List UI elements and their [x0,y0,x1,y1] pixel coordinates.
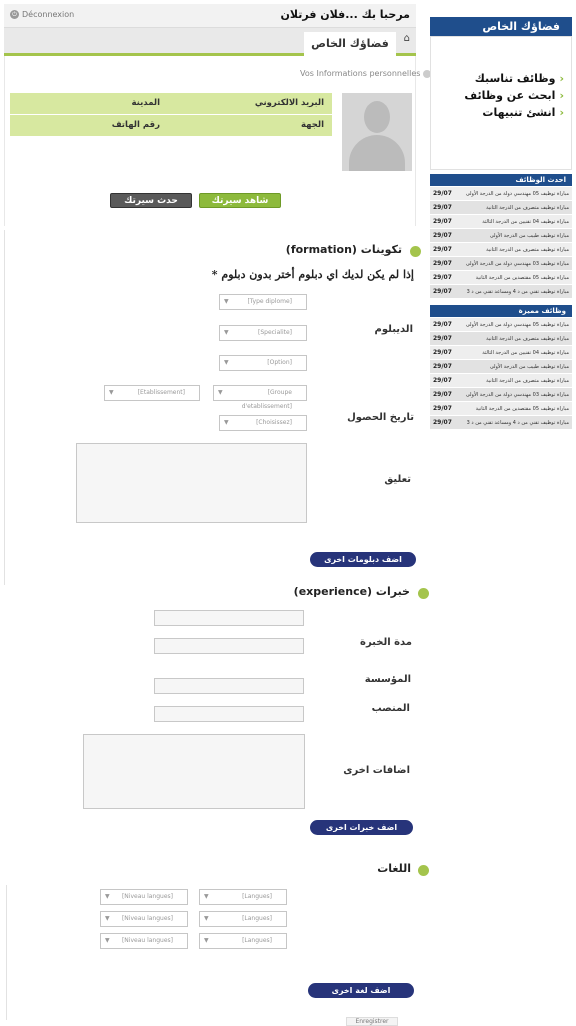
job-title: مباراة توظيف 04 تقنيين من الدرجة الثالثة [482,219,569,225]
form-border-line [6,885,7,1020]
email-label: البريد الالكتروني [254,98,324,108]
sidebar-link-search-jobs[interactable] [464,89,564,102]
chevron-down-icon: ▼ [105,893,110,900]
select-value: [Niveau langues] [121,893,173,900]
job-date: 29/07 [433,419,452,426]
job-title: مباراة توظيف 04 تقنيين من الدرجة الثالثة [482,350,569,356]
extra-label: اضافات اخرى [343,765,410,776]
company-input[interactable] [154,678,304,694]
info-row-1 [10,93,332,114]
language-select-2[interactable] [199,911,287,927]
job-list-item[interactable] [430,271,572,285]
job-date: 29/07 [433,391,452,398]
select-value: [Choisissez] [256,419,292,426]
option-select[interactable] [219,355,307,371]
date-select[interactable] [219,415,307,431]
job-title: مباراة توظيف 03 مهندسي دولة من الدرجة الأولى [465,392,569,398]
position-input[interactable] [154,706,304,722]
language-level-select-3[interactable] [100,933,188,949]
latest-jobs-list [430,187,572,299]
job-date: 29/07 [433,288,452,295]
job-list-item[interactable] [430,346,572,360]
phone-label: رقم الهاتف [111,120,160,130]
select-value: [Langues] [242,893,272,900]
job-list-item[interactable] [430,374,572,388]
job-list-item[interactable] [430,318,572,332]
language-level-select-2[interactable] [100,911,188,927]
region-label: الجهة [301,120,324,130]
select-value: [Langues] [242,937,272,944]
comment-label: تعليق [384,474,411,485]
job-title: مباراة توظيف 05 مقتصدين من الدرجة الثانية [475,406,569,412]
job-date: 29/07 [433,260,452,267]
job-date: 29/07 [433,246,452,253]
section-bullet-icon [418,588,429,599]
chevron-down-icon: ▼ [204,915,209,922]
experience-field-1[interactable] [154,610,304,626]
welcome-text: مرحبا بك ...فلان فرتلان [280,8,410,21]
chevron-down-icon: ▼ [105,915,110,922]
job-title: مباراة توظيف 03 مهندسي دولة من الدرجة الأولى [465,261,569,267]
job-date: 29/07 [433,232,452,239]
top-bar [4,4,416,28]
job-list-item[interactable] [430,229,572,243]
select-value: [Specialite] [257,329,292,336]
job-title: مباراة توظيف 05 مقتصدين من الدرجة الثانية [475,275,569,281]
specialite-select[interactable] [219,325,307,341]
profile-info-table [10,93,332,137]
select-value: [Langues] [242,915,272,922]
sidebar-link-label: ابحث عن وظائف [464,89,556,102]
job-list-item[interactable] [430,187,572,201]
sidebar-title: فضاؤك الخاص [430,17,572,36]
job-list-item[interactable] [430,243,572,257]
diploma-label: الديبلوم [374,324,413,335]
date-label: تاريخ الحصول [347,412,414,423]
home-icon[interactable]: ⌂ [403,33,410,44]
job-date: 29/07 [433,405,452,412]
job-list-item[interactable] [430,416,572,430]
chevron-down-icon: ▼ [224,419,229,426]
job-date: 29/07 [433,363,452,370]
select-value: [Option] [267,359,292,366]
duration-label: مدة الخبرة [360,637,412,648]
chevron-down-icon: ▼ [204,937,209,944]
job-list-item[interactable] [430,388,572,402]
etablissement-select[interactable] [104,385,200,401]
job-list-item[interactable] [430,257,572,271]
select-value: [Niveau langues] [121,937,173,944]
job-date: 29/07 [433,321,452,328]
featured-jobs-list [430,318,572,430]
job-title: مباراة توظيف متصرف من الدرجة الثانية [486,336,569,342]
extra-textarea[interactable] [83,734,305,809]
latest-jobs-header: احدث الوظائف [430,174,572,186]
personal-info-heading [300,69,431,78]
logout-link[interactable] [10,10,74,19]
add-language-button[interactable]: اضف لغة اخرى [308,983,414,998]
select-value: [Groupe d'etablissement] [241,389,292,410]
formation-title: تكوينات (formation) [285,243,402,256]
job-title: مباراة توظيف متصرف من الدرجة الثانية [486,205,569,211]
info-row-2 [10,115,332,136]
arrow-left-icon: ‹ [559,72,564,85]
arrow-left-icon: ‹ [559,89,564,102]
arrow-left-icon: ‹ [559,106,564,119]
job-date: 29/07 [433,218,452,225]
job-title: مباراة توظيف تقني من د 4 ومساعد تقني من د 3 [466,420,569,426]
chevron-down-icon: ▼ [224,359,229,366]
save-button[interactable]: Enregistrer [346,1017,398,1026]
position-label: المنصب [371,703,410,714]
logout-label: Déconnexion [22,10,75,19]
language-select-1[interactable] [199,889,287,905]
experience-title: خبرات (experience) [293,585,410,598]
job-title: مباراة توظيف متصرف من الدرجة الثانية [486,247,569,253]
job-title: مباراة توظيف تقني من د 4 ومساعد تقني من د 3 [466,289,569,295]
add-experience-button[interactable]: اضف خبرات اخرى [310,820,413,835]
update-cv-button[interactable]: حدث سيرتك [110,193,192,208]
job-title: مباراة توظيف 05 مهندسي دولة من الدرجة الأولى [465,191,569,197]
section-bullet-icon [418,865,429,876]
chevron-down-icon: ▼ [224,329,229,336]
select-value: [Niveau langues] [121,915,173,922]
groupe-etablissement-select[interactable] [213,385,307,410]
job-date: 29/07 [433,335,452,342]
city-label: المدينة [131,98,160,108]
job-list-item[interactable] [430,215,572,229]
tab-personal-space[interactable]: فضاؤك الخاص [304,32,396,56]
chevron-down-icon: ▼ [109,389,114,396]
company-label: المؤسسة [364,674,411,685]
duration-input[interactable] [154,638,304,654]
chevron-down-icon: ▼ [105,937,110,944]
header-nav-bar [4,28,416,56]
job-date: 29/07 [433,274,452,281]
no-diploma-note: إذا لم يكن لديك اي دبلوم أختر بدون دبلوم * [211,268,414,281]
chevron-down-icon: ▼ [204,893,209,900]
select-value: [Type diplome] [247,298,292,305]
personal-info-label: Vos Informations personnelles [300,69,421,78]
job-list-item[interactable] [430,360,572,374]
sidebar-link-matching-jobs[interactable] [475,72,564,85]
form-border-line [4,230,5,585]
job-title: مباراة توظيف متصرف من الدرجة الثانية [486,378,569,384]
chevron-down-icon: ▼ [224,298,229,305]
view-cv-button[interactable]: شاهد سيرتك [199,193,281,208]
language-level-select-1[interactable] [100,889,188,905]
diploma-type-select[interactable] [219,294,307,310]
sidebar-link-create-alerts[interactable] [482,106,564,119]
languages-title: اللغات [377,862,411,875]
job-list-item[interactable] [430,285,572,299]
language-select-3[interactable] [199,933,287,949]
section-bullet-icon [410,246,421,257]
job-title: مباراة توظيف طبيب من الدرجة الأولى [489,364,569,370]
job-list-item[interactable] [430,402,572,416]
job-date: 29/07 [433,349,452,356]
select-value: [Etablissement] [137,389,185,396]
sidebar-link-label: وظائف تناسبك [474,72,556,85]
avatar-body-shape [349,135,405,171]
job-date: 29/07 [433,204,452,211]
add-diploma-button[interactable]: اضف دبلومات اخرى [310,552,416,567]
avatar [342,93,412,171]
sidebar-link-label: انشئ تنبيهات [482,106,556,119]
chevron-down-icon: ▼ [218,389,223,396]
job-date: 29/07 [433,377,452,384]
job-title: مباراة توظيف طبيب من الدرجة الأولى [489,233,569,239]
job-date: 29/07 [433,190,452,197]
power-icon: ⏻ [10,10,19,19]
featured-jobs-header: وظائف مميزة [430,305,572,317]
job-title: مباراة توظيف 05 مهندسي دولة من الدرجة الأولى [465,322,569,328]
avatar-head-shape [364,101,390,133]
job-list-item[interactable] [430,332,572,346]
sidebar-links-box [430,36,572,170]
job-list-item[interactable] [430,201,572,215]
comment-textarea[interactable] [76,443,307,523]
